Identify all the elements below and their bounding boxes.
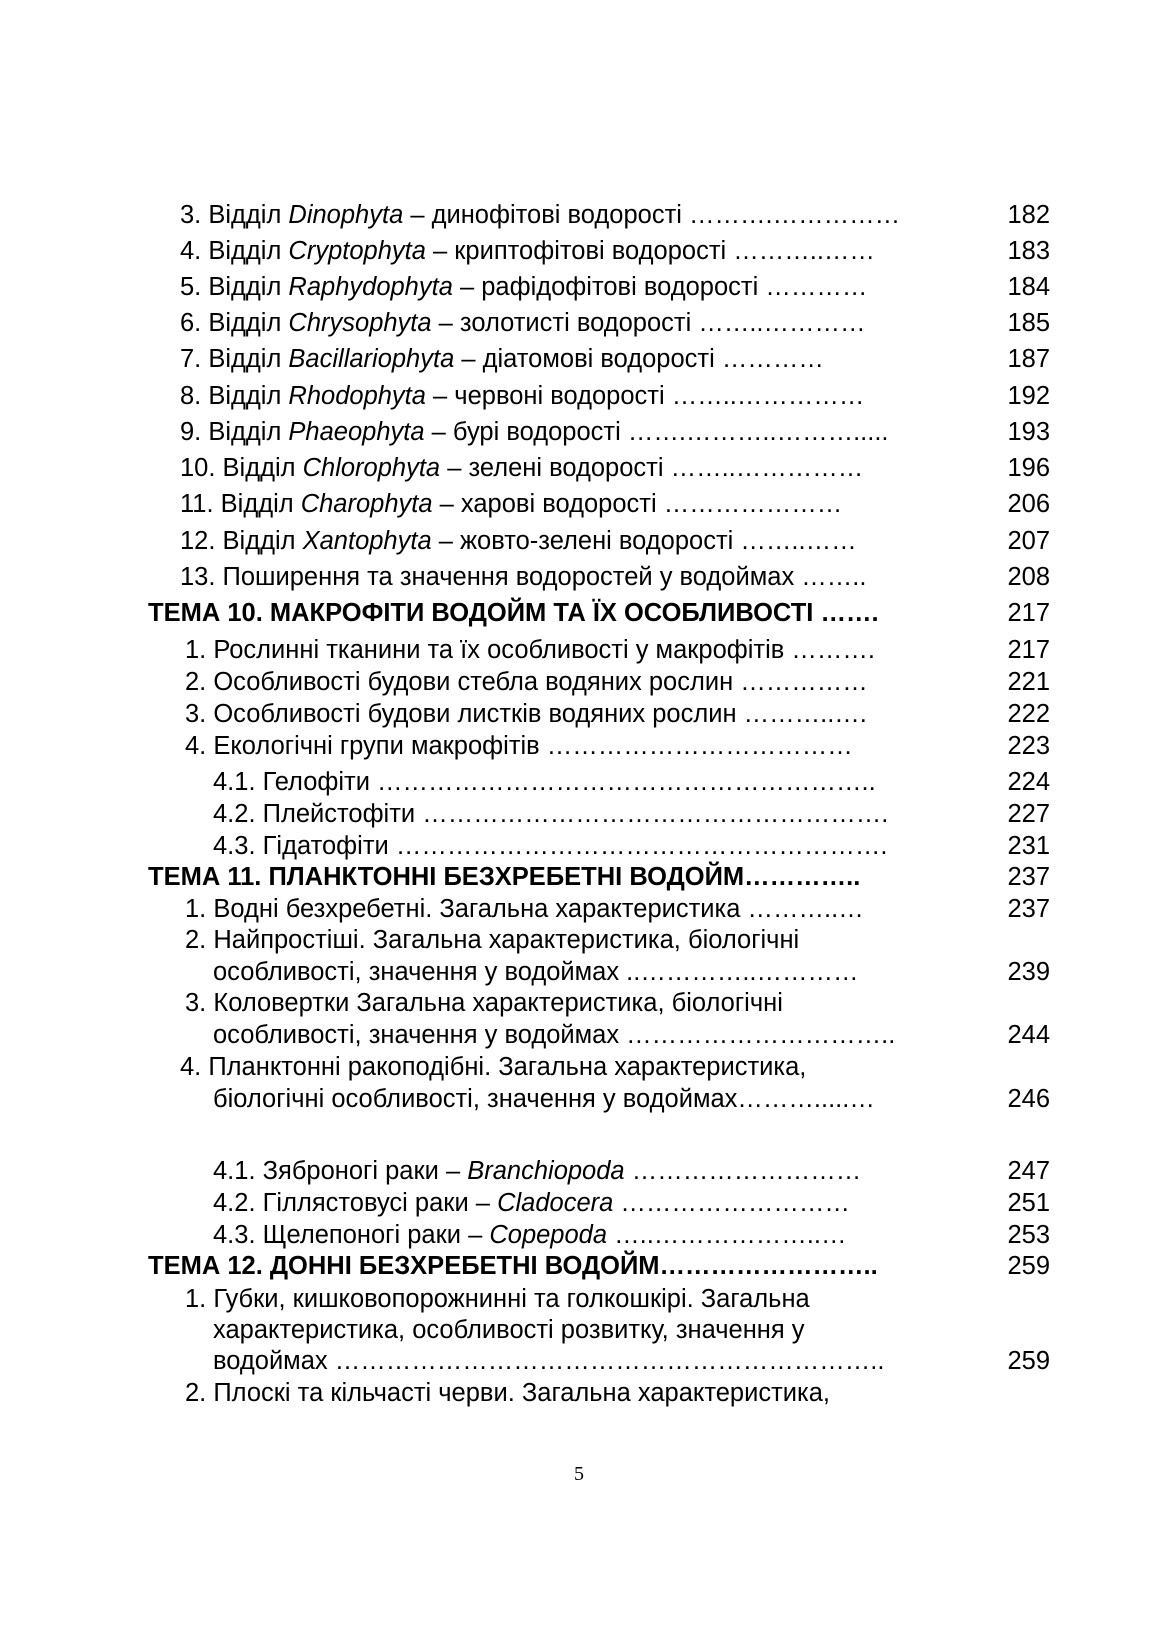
toc-page-number: 231 <box>1007 832 1050 860</box>
toc-entry-text: 12. Відділ <box>180 527 303 555</box>
toc-entry <box>180 308 866 338</box>
taxon-name: Bacillariophyta <box>288 345 455 373</box>
toc-entry-text: 4. Екологічні групи макрофітів ……………………………… <box>185 732 853 760</box>
taxon-name: Chlorophyta <box>302 454 441 482</box>
toc-entry <box>185 635 875 665</box>
toc-entry <box>185 894 864 924</box>
toc-page-number: 251 <box>1007 1189 1050 1217</box>
toc-entry <box>185 988 783 1018</box>
toc-entry-text: 13. Поширення та значення водоростей у водоймах …….. <box>180 563 867 591</box>
toc-entry-text-rest: – рафідофітові водорості ………… <box>452 273 868 301</box>
toc-entry-text: біологічні особливості, значення у водоймах……….....… <box>213 1085 875 1113</box>
taxon-name: Cladocera <box>497 1189 614 1217</box>
toc-entry <box>180 417 889 447</box>
toc-entry <box>185 731 853 761</box>
toc-entry-text-rest: – зелені водорості ……..…………… <box>440 454 864 482</box>
taxon-name: Branchiopoda <box>467 1157 625 1185</box>
toc-page-number: 185 <box>1007 309 1050 337</box>
toc-entry <box>213 831 887 861</box>
toc-entry <box>185 699 867 729</box>
toc-page-number: 222 <box>1007 700 1050 728</box>
toc-entry-text: 1. Рослинні тканини та їх особливості у макрофітів ………. <box>185 636 875 664</box>
toc-entry-text: 5. Відділ <box>180 273 289 301</box>
toc-entry-text-rest: – золотисті водорості ……..………… <box>431 309 866 337</box>
toc-page-number: 259 <box>1007 1252 1050 1280</box>
toc-entry-text: 11. Відділ <box>180 490 301 518</box>
toc-page-number: 206 <box>1007 490 1050 518</box>
toc-entry-text: ТЕМА 11. ПЛАНКТОННІ БЕЗХРЕБЕТНІ ВОДОЙМ………….. <box>148 863 861 891</box>
toc-entry <box>185 1284 810 1314</box>
toc-entry-text-rest: – криптофітові водорості ………..…… <box>425 237 875 265</box>
toc-entry-text: 4. Відділ <box>180 237 289 265</box>
toc-entry-text: водоймах ……………………………………………………….. <box>213 1347 885 1375</box>
toc-entry <box>213 1020 895 1050</box>
taxon-name: Dinophyta <box>288 201 404 229</box>
toc-entry-text: 3. Коловертки Загальна характеристика, біологічні <box>185 989 783 1017</box>
toc-page-number: 246 <box>1007 1085 1050 1113</box>
toc-page-number: 207 <box>1007 527 1050 555</box>
toc-entry-text-rest: – діатомові водорості ………… <box>454 345 824 373</box>
toc-page-number: 193 <box>1007 418 1050 446</box>
toc-page-number: 184 <box>1007 273 1050 301</box>
toc-entry-text-rest: – бурі водорості …….………..………..... <box>424 418 889 446</box>
taxon-name: Chrysophyta <box>288 309 432 337</box>
toc-entry-text: 2. Плоскі та кільчасті черви. Загальна характеристика, <box>185 1379 831 1407</box>
toc-chapter-heading <box>148 862 860 892</box>
toc-page-number: 227 <box>1007 800 1050 828</box>
toc-entry-text: 8. Відділ <box>180 382 289 410</box>
toc-entry-text: 9. Відділ <box>180 418 289 446</box>
toc-entry <box>213 1084 875 1114</box>
toc-entry <box>180 236 875 266</box>
toc-entry-text: 4.3. Щелепоногі раки – <box>213 1221 490 1249</box>
toc-entry <box>213 799 888 829</box>
toc-page-number: 237 <box>1007 895 1050 923</box>
taxon-name: Raphydophyta <box>288 273 453 301</box>
toc-entry-text-rest: – жовто-зелені водорості ……..…… <box>431 527 857 555</box>
toc-entry-text: особливості, значення у водоймах ..…………..………… <box>213 958 859 986</box>
toc-entry-text: 3. Особливості будови листків водяних рослин ………..…. <box>185 700 867 728</box>
toc-entry <box>180 489 842 519</box>
toc-entry-text: 3. Відділ <box>180 201 289 229</box>
toc-entry-text-rest: …..………………..… <box>607 1221 847 1249</box>
toc-entry <box>185 1378 830 1408</box>
toc-entry <box>213 767 876 797</box>
toc-entry-text: 1. Водні безхребетні. Загальна характеристика ………..… <box>185 895 864 923</box>
toc-entry-text-rest: – червоні водорості ……..…………… <box>425 382 865 410</box>
toc-page-number: 208 <box>1007 563 1050 591</box>
toc-page-number: 239 <box>1007 958 1050 986</box>
toc-page-number: 224 <box>1007 768 1050 796</box>
toc-entry-text-rest: – харові водорості ………………… <box>432 490 843 518</box>
toc-entry <box>180 1052 806 1082</box>
toc-entry <box>180 272 867 302</box>
toc-page-number: 217 <box>1007 636 1050 664</box>
toc-entry <box>185 925 799 955</box>
toc-entry-text: 4. Планктонні ракоподібні. Загальна характеристика, <box>180 1053 807 1081</box>
toc-chapter-heading <box>148 1251 878 1281</box>
toc-entry-text: 2. Найпростіші. Загальна характеристика, біологічні <box>185 926 800 954</box>
taxon-name: Rhodophyta <box>288 382 426 410</box>
toc-entry-text: 1. Губки, кишковопорожнинні та голкошкірі. Загальна <box>185 1285 810 1313</box>
toc-entry-text: особливості, значення у водоймах ………………………….. <box>213 1021 896 1049</box>
toc-page-number: 217 <box>1007 599 1050 627</box>
toc-page-number: 187 <box>1007 345 1050 373</box>
toc-entry-text: 4.2. Плейстофіти ………………………………………………. <box>213 800 889 828</box>
toc-entry-text: 10. Відділ <box>180 454 303 482</box>
toc-entry-text: ТЕМА 12. ДОННІ БЕЗХРЕБЕТНІ ВОДОЙМ…………………….. <box>148 1252 878 1280</box>
toc-entry <box>213 1315 805 1345</box>
page-number: 5 <box>574 1463 584 1485</box>
toc-page-number: 247 <box>1007 1157 1050 1185</box>
toc-entry <box>213 1220 846 1250</box>
toc-page-number: 223 <box>1007 732 1050 760</box>
toc-chapter-heading <box>148 598 879 628</box>
toc-entry <box>213 1156 861 1186</box>
toc-entry-text: 4.3. Гідатофіти …………………………………………………. <box>213 832 888 860</box>
toc-entry-text-rest: ……………………… <box>613 1189 850 1217</box>
toc-entry <box>213 1346 884 1376</box>
toc-page-number: 253 <box>1007 1221 1050 1249</box>
toc-entry <box>180 344 824 374</box>
toc-page-number: 196 <box>1007 454 1050 482</box>
toc-entry-text: 4.1. Гелофіти ………………………………………………….. <box>213 768 876 796</box>
toc-page-number: 192 <box>1007 382 1050 410</box>
toc-entry-text: 4.1. Зяброногі раки – <box>213 1157 468 1185</box>
toc-page-number: 183 <box>1007 237 1050 265</box>
toc-entry-text: 2. Особливості будови стебла водяних рослин …………… <box>185 668 868 696</box>
toc-entry-text: 6. Відділ <box>180 309 289 337</box>
toc-entry-text: ТЕМА 10. МАКРОФІТИ ВОДОЙМ ТА ЇХ ОСОБЛИВОСТІ ……. <box>148 599 879 627</box>
toc-entry-text: 7. Відділ <box>180 345 289 373</box>
toc-page-number: 237 <box>1007 863 1050 891</box>
toc-entry <box>180 200 900 230</box>
toc-entry-text: характеристика, особливості розвитку, значення у <box>213 1316 805 1344</box>
taxon-name: Xantophyta <box>302 527 432 555</box>
toc-entry <box>180 381 864 411</box>
toc-entry <box>180 453 863 483</box>
toc-page-number: 182 <box>1007 201 1050 229</box>
toc-entry <box>213 957 859 987</box>
toc-entry <box>180 526 857 556</box>
toc-page-number: 244 <box>1007 1021 1050 1049</box>
toc-page-number: 259 <box>1007 1347 1050 1375</box>
taxon-name: Copepoda <box>489 1221 608 1249</box>
toc-page-number: 221 <box>1007 668 1050 696</box>
toc-entry <box>180 562 866 592</box>
taxon-name: Charophyta <box>300 490 433 518</box>
toc-entry-text: 4.2. Гіллястовусі раки – <box>213 1189 498 1217</box>
taxon-name: Cryptophyta <box>288 237 426 265</box>
toc-entry <box>185 667 868 697</box>
toc-entry-text-rest: – динофітові водорості ……….…………… <box>403 201 901 229</box>
taxon-name: Phaeophyta <box>288 418 425 446</box>
toc-entry <box>213 1188 850 1218</box>
toc-entry-text-rest: ……………………… <box>624 1157 862 1185</box>
